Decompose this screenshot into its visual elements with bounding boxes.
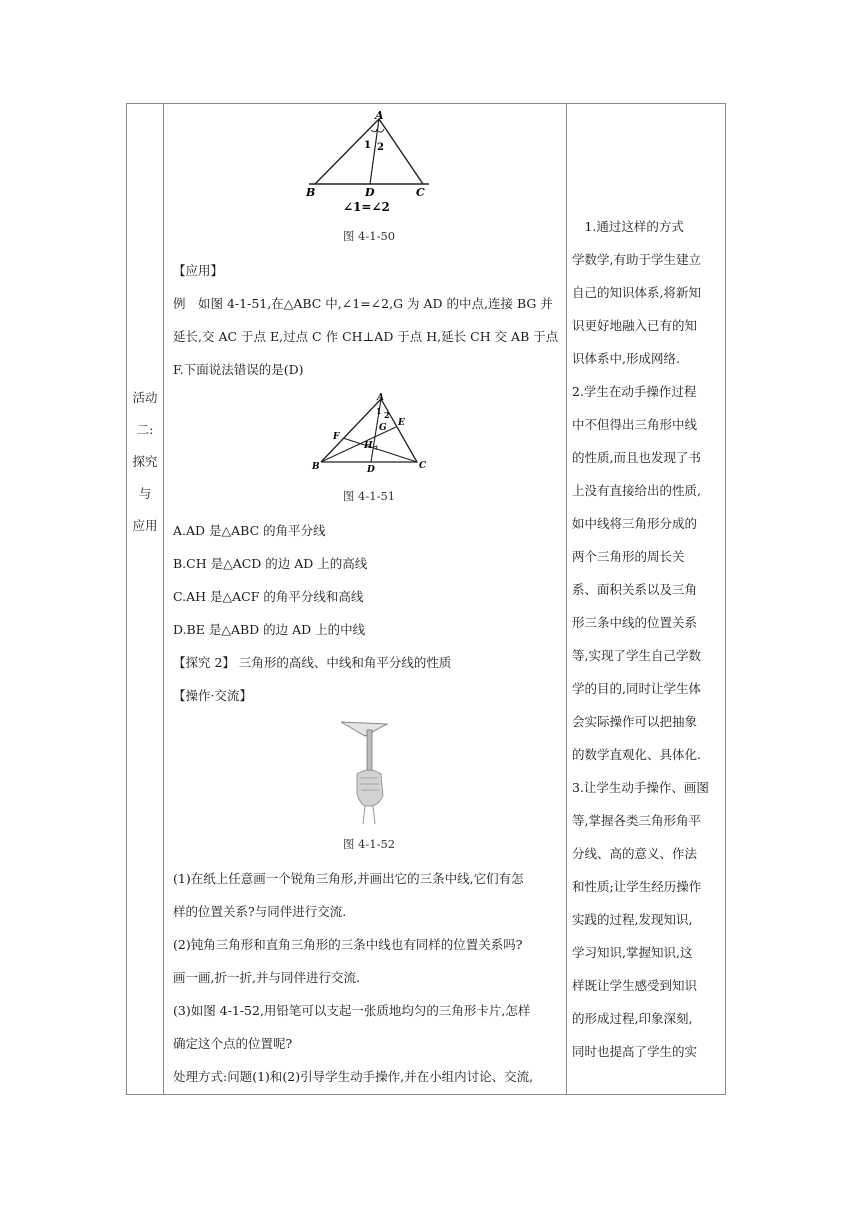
- note-line: 3.让学生动手操作、画图: [572, 780, 709, 795]
- note-line: 上没有直接给出的性质,: [572, 483, 701, 498]
- note-line: 实践的过程,发现知识,: [572, 912, 693, 927]
- note-line: 等,实现了学生自己学数: [572, 648, 701, 663]
- activity-label-line: 二:: [136, 422, 154, 437]
- note-line: 的数学直观化、具体化.: [572, 747, 701, 762]
- design-notes: [572, 210, 718, 1068]
- note-line: 会实际操作可以把抽象: [572, 714, 698, 729]
- application-heading: 【应用】: [173, 263, 224, 278]
- example-line: 例 如图 4-1-51,在△ABC 中,∠1=∠2,G 为 AD 的中点,连接 BG 并: [173, 296, 553, 311]
- label-A: A: [377, 393, 384, 403]
- label-D: D: [367, 465, 375, 472]
- note-line: 学数学,有助于学生建立: [572, 252, 701, 267]
- label-angle-1: 1: [364, 140, 371, 151]
- activity-label-line: 与: [138, 486, 152, 501]
- label-D: D: [365, 186, 375, 199]
- label-G: G: [379, 423, 387, 433]
- note-line: 的性质,而且也发现了书: [572, 450, 701, 465]
- note-line: 如中线将三角形分成的: [572, 516, 698, 531]
- lesson-table: [126, 103, 726, 1095]
- note-line: 同时也提高了学生的实: [572, 1044, 698, 1059]
- method-line: 处理方式:问题(1)和(2)引导学生动手操作,并在小组内讨论、交流,: [173, 1069, 534, 1084]
- label-B: B: [312, 462, 320, 472]
- example-line: F.下面说法错误的是(D): [173, 362, 304, 377]
- figure-4-1-51: [309, 392, 429, 472]
- note-line: 学习知识,掌握知识,这: [572, 945, 693, 960]
- note-line: 中不但得出三角形中线: [572, 417, 698, 432]
- activity-label-line: 应用: [132, 518, 158, 533]
- angle-equation: ∠1=∠2: [343, 200, 390, 214]
- note-line: 识体系中,形成网络.: [572, 351, 680, 366]
- note-line: 系、面积关系以及三角: [572, 582, 698, 597]
- option-c: C.AH 是△ACF 的角平分线和高线: [173, 589, 364, 604]
- question-line: (1)在纸上任意画一个锐角三角形,并画出它的三条中线,它们有怎: [173, 871, 524, 886]
- activity-label-line: 活动: [132, 390, 158, 405]
- column-divider: [163, 104, 164, 1094]
- option-d: D.BE 是△ABD 的边 AD 上的中线: [173, 622, 366, 637]
- note-line: 等,掌握各类三角形角平: [572, 813, 701, 828]
- note-line: 学的目的,同时让学生体: [572, 681, 701, 696]
- label-C: C: [419, 461, 427, 471]
- label-F: F: [333, 432, 340, 442]
- explore-heading: 【探究 2】 三角形的高线、中线和角平分线的性质: [173, 655, 452, 670]
- figure-4-1-50: [303, 110, 435, 214]
- label-A: A: [375, 110, 384, 122]
- figure-4-1-52: [335, 716, 405, 828]
- label-H: H: [364, 441, 373, 451]
- question-line: (2)钝角三角形和直角三角形的三条中线也有同样的位置关系吗?: [173, 937, 523, 952]
- note-line: 自己的知识体系,将新知: [572, 285, 701, 300]
- label-B: B: [306, 186, 316, 199]
- note-line: 的形成过程,印象深刻,: [572, 1011, 693, 1026]
- example-line: 延长,交 AC 于点 E,过点 C 作 CH⊥AD 于点 H,延长 CH 交 AB 于点: [173, 329, 559, 344]
- label-angle-1: 1: [376, 406, 382, 416]
- note-line: 形三条中线的位置关系: [572, 615, 698, 630]
- option-b: B.CH 是△ACD 的边 AD 上的高线: [173, 556, 368, 571]
- question-line: 确定这个点的位置呢?: [173, 1036, 293, 1051]
- question-line: (3)如图 4-1-52,用铅笔可以支起一张质地均匀的三角形卡片,怎样: [173, 1003, 531, 1018]
- label-angle-2: 2: [384, 410, 390, 420]
- column-divider: [566, 104, 567, 1094]
- note-line: 识更好地融入已有的知: [572, 318, 698, 333]
- note-line: 样既让学生感受到知识: [572, 978, 698, 993]
- note-line: 1.通过这样的方式: [572, 219, 684, 234]
- question-line: 画一画,折一折,并与同伴进行交流.: [173, 970, 360, 985]
- activity-label: [127, 382, 163, 542]
- label-E: E: [398, 418, 405, 428]
- activity-label-line: 探究: [132, 454, 158, 469]
- figure-caption: 图 4-1-51: [342, 489, 396, 503]
- note-line: 和性质;让学生经历操作: [572, 879, 702, 894]
- label-C: C: [416, 186, 425, 199]
- note-line: 2.学生在动手操作过程: [572, 384, 697, 399]
- note-line: 两个三角形的周长关: [572, 549, 685, 564]
- option-a: A.AD 是△ABC 的角平分线: [173, 523, 326, 538]
- label-angle-2: 2: [377, 142, 384, 153]
- figure-caption: 图 4-1-52: [342, 837, 396, 851]
- figure-caption: 图 4-1-50: [342, 229, 396, 243]
- operate-heading: 【操作·交流】: [173, 688, 252, 703]
- note-line: 分线、高的意义、作法: [572, 846, 698, 861]
- question-line: 样的位置关系?与同伴进行交流.: [173, 904, 347, 919]
